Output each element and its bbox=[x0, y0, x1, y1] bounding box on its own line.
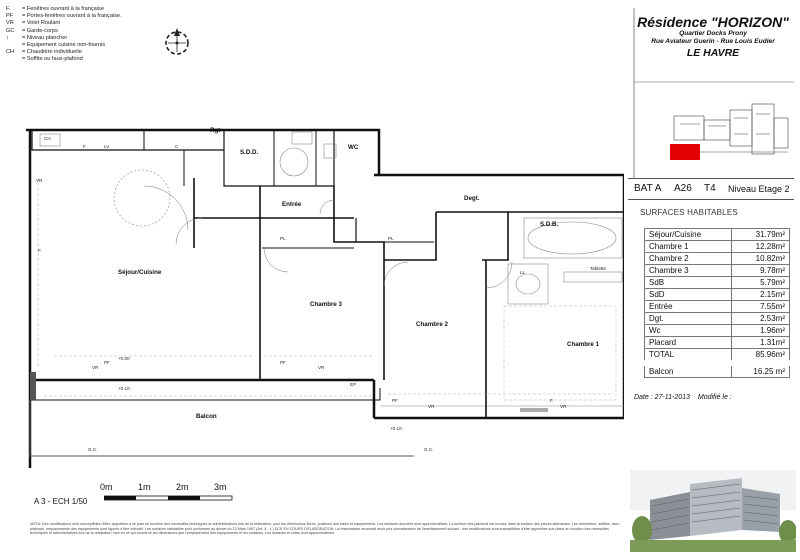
legend-row bbox=[6, 28, 186, 35]
surface-row bbox=[645, 241, 790, 253]
surface-row bbox=[645, 253, 790, 265]
surface-area: 85.96m² bbox=[732, 349, 790, 364]
legend-row bbox=[6, 56, 186, 63]
surface-row bbox=[645, 337, 790, 349]
surface-row bbox=[645, 277, 790, 289]
surface-row bbox=[645, 349, 790, 364]
surface-area: 12.28m² bbox=[732, 241, 790, 253]
mark-vr-4: VR bbox=[428, 404, 435, 409]
room-sdb: S.D.B. bbox=[540, 221, 559, 228]
surface-room: Chambre 1 bbox=[645, 241, 732, 253]
legend-row bbox=[6, 35, 186, 42]
surface-room: SdD bbox=[645, 289, 732, 301]
legend-row bbox=[6, 6, 186, 13]
surface-room: Entrée bbox=[645, 301, 732, 313]
surface-area: 1.96m² bbox=[732, 325, 790, 337]
room-rgt: Rgt bbox=[210, 127, 221, 134]
legend-code bbox=[6, 56, 22, 63]
scale-label-1: 1m bbox=[138, 482, 151, 492]
legend-row bbox=[6, 13, 186, 20]
residence-name: Résidence "HORIZON" bbox=[637, 14, 789, 30]
floor-plan bbox=[24, 118, 624, 468]
room-chambre3: Chambre 3 bbox=[310, 301, 342, 308]
surface-row bbox=[645, 289, 790, 301]
city-name: LE HAVRE bbox=[686, 47, 740, 59]
legend-code: ↕ bbox=[6, 34, 9, 41]
mark-pl-2: PL bbox=[388, 236, 394, 241]
surface-room: Placard bbox=[645, 337, 732, 349]
surface-area: 2.53m² bbox=[732, 313, 790, 325]
mark-pf-2: PF bbox=[280, 360, 286, 365]
room-entree: Entrée bbox=[282, 201, 302, 208]
mark-vr-1: VR bbox=[36, 178, 43, 183]
mark-vr-2: VR bbox=[92, 365, 99, 370]
legend-text: = Niveau plancher bbox=[22, 34, 68, 41]
date-line bbox=[634, 394, 732, 401]
mark-tablette: Tablette bbox=[590, 266, 607, 271]
surface-room: Séjour/Cuisine bbox=[645, 229, 732, 241]
key-plan bbox=[634, 94, 792, 174]
legend-text: = Equipement cuisine non-fournis bbox=[22, 42, 106, 49]
unit-type: T4 bbox=[704, 183, 716, 194]
surface-row bbox=[645, 301, 790, 313]
legend-text: = Chaudière individuelle bbox=[22, 49, 82, 56]
scale-label-2: 2m bbox=[176, 482, 189, 492]
scale-bar bbox=[100, 482, 240, 504]
mark-f-2: F. bbox=[550, 398, 554, 403]
mark-gc-2: G.C. bbox=[424, 447, 434, 452]
surface-area: 9.78m² bbox=[732, 265, 790, 277]
legend-code: VR bbox=[6, 20, 14, 27]
legend-text: = Garde-corps bbox=[22, 27, 58, 34]
legend-row bbox=[6, 42, 186, 49]
room-sdd: S.D.D. bbox=[240, 149, 259, 156]
date: Date : 27-11-2013 bbox=[634, 394, 690, 401]
mark-pl-1: PL bbox=[280, 236, 286, 241]
room-chambre1: Chambre 1 bbox=[567, 341, 599, 348]
legend-code bbox=[6, 42, 22, 49]
legend-text: = Soffite ou faux-plafond bbox=[22, 56, 83, 63]
surfaces-title: SURFACES HABITABLES bbox=[640, 208, 738, 217]
surface-area: 7.55m² bbox=[732, 301, 790, 313]
legend-row bbox=[6, 49, 186, 56]
street-line: Rue Aviateur Guerin - Rue Louis Eudier bbox=[651, 38, 775, 45]
mark-level-0: +0.00 bbox=[118, 356, 130, 361]
mark-f: F bbox=[83, 144, 86, 149]
modified-label: Modifié le : bbox=[697, 394, 732, 401]
room-degt: Degt. bbox=[464, 195, 480, 202]
lot-number: A26 bbox=[674, 183, 692, 194]
mark-f-1: F. bbox=[38, 248, 42, 253]
legend bbox=[6, 6, 186, 64]
district-line: Quartier Docks Prony bbox=[679, 30, 747, 37]
surface-room: Chambre 2 bbox=[645, 253, 732, 265]
surface-row bbox=[645, 313, 790, 325]
mark-lv: LV bbox=[104, 144, 110, 149]
scale-format: A 3 - ECH 1/50 bbox=[34, 497, 88, 506]
surface-room: TOTAL bbox=[645, 349, 732, 364]
surface-room: Dgt. bbox=[645, 313, 732, 325]
building-render-image bbox=[630, 470, 796, 552]
surface-area: 2.15m² bbox=[732, 289, 790, 301]
surface-area: 16.25 m² bbox=[732, 363, 790, 378]
compass-north-icon bbox=[160, 26, 194, 60]
surface-room: SdB bbox=[645, 277, 732, 289]
scale-label-0: 0m bbox=[100, 482, 113, 492]
mark-gc-1: G.C. bbox=[88, 447, 98, 452]
surface-row bbox=[645, 229, 790, 241]
mark-pf-3: PF bbox=[392, 398, 398, 403]
mark-vr-3: VR bbox=[318, 365, 325, 370]
surface-room: Chambre 3 bbox=[645, 265, 732, 277]
legend-row bbox=[6, 20, 186, 27]
mark-level-10b: +0.10 bbox=[390, 426, 402, 431]
legend-text: = Fenêtres ouvrant à la française bbox=[22, 6, 104, 12]
surface-area: 10.82m² bbox=[732, 253, 790, 265]
legend-code: GC bbox=[6, 27, 15, 34]
legend-code: F. bbox=[6, 6, 11, 12]
scale-label-3: 3m bbox=[214, 482, 227, 492]
surface-area: 5.79m² bbox=[732, 277, 790, 289]
legend-text: = Portes-fenêtres ouvrant à la française. bbox=[22, 13, 122, 20]
mark-ch: CH bbox=[44, 136, 51, 141]
mark-level-10a: +0.10 bbox=[118, 386, 130, 391]
floor-level: Niveau Etage 2 bbox=[728, 184, 790, 194]
mark-vr-5: VR bbox=[560, 404, 567, 409]
room-chambre2: Chambre 2 bbox=[416, 321, 448, 328]
mark-ep: EP bbox=[350, 382, 357, 387]
legend-code: CH bbox=[6, 49, 15, 56]
room-wc: WC bbox=[348, 144, 359, 151]
legend-text: = Volet Roulant bbox=[22, 20, 61, 27]
surface-room: Balcon bbox=[645, 363, 732, 378]
unit-info-row bbox=[628, 178, 794, 200]
mark-c: C bbox=[175, 144, 179, 149]
notes: NOTA: Des modifications sont susceptibles d'être apportées à ce plan en fonction des nécessités techniques et administratives lors de la réalisation, pour les dimensions libres, positions des baies et équipements. Les surfaces données sont approximatives. La surface des placards est incluse dans la surface des pièces attenantes. Les retombées, soffites, faux-plafonds, emplacements des équipements sont figurés à titre indicatif. Les surfaces habitables sont conformes au décret du 23 Mars 1997 (Art. 4 - 1 ) DCE EN COURS D'ELABORATION. La réservataire reconnait avoir pris connaissance de l'avertissement suivant : des modifications sont susceptibles d'être apportées aux plans en fonction des nécessités techniques et administratives lors de la réalisation, tant en ce qui concerne les dimensions que l'emplacement des équipements et les surfaces. Les surfaces et côtes sont approximatives. bbox=[30, 522, 621, 536]
building: BAT A bbox=[634, 183, 662, 194]
surface-area: 31.79m² bbox=[732, 229, 790, 241]
room-balcon: Balcon bbox=[196, 413, 217, 420]
surface-room: Wc bbox=[645, 325, 732, 337]
surface-row bbox=[645, 363, 790, 378]
mark-ll: LL bbox=[520, 270, 526, 275]
surface-area: 1.31m² bbox=[732, 337, 790, 349]
legend-code: PF bbox=[6, 13, 14, 20]
mark-pf-1: PF bbox=[104, 360, 110, 365]
surface-row bbox=[645, 265, 790, 277]
lot-highlight bbox=[670, 144, 700, 160]
room-sejour: Séjour/Cuisine bbox=[118, 269, 162, 276]
surfaces-table bbox=[644, 228, 790, 378]
surface-row bbox=[645, 325, 790, 337]
